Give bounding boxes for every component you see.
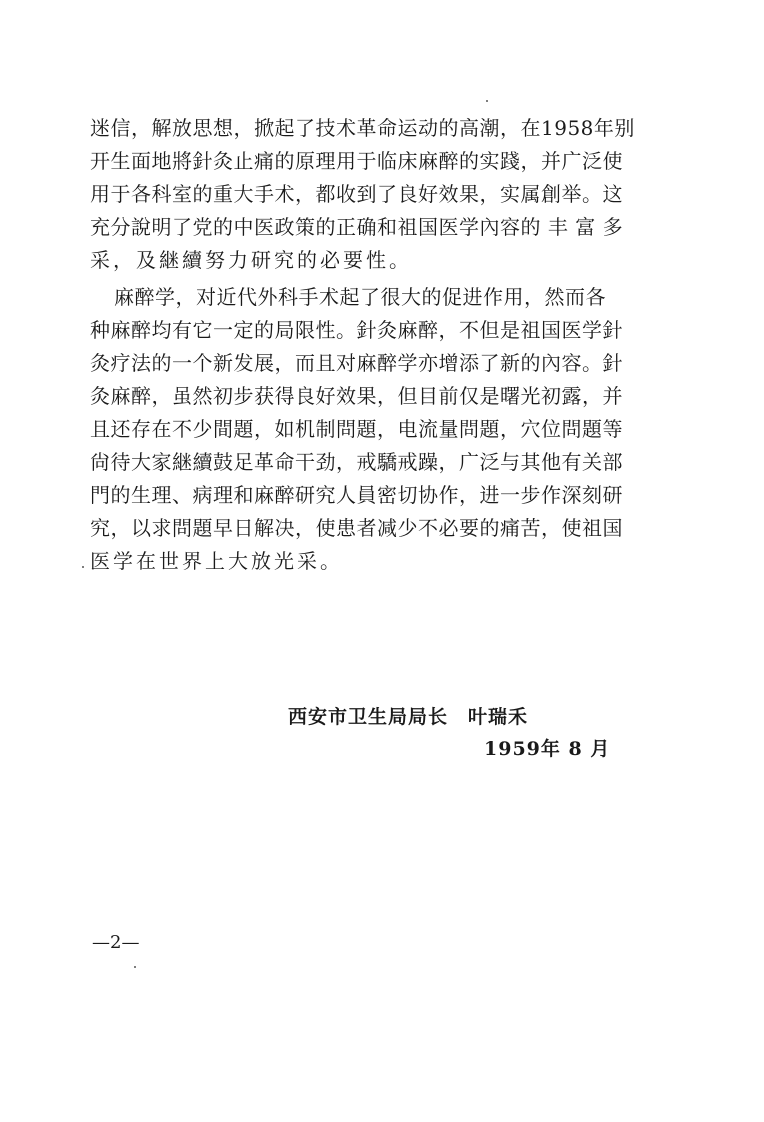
scan-speck xyxy=(134,966,136,968)
text-line: 灸疗法的一个新发展，而且对麻醉学亦增添了新的內容。針 xyxy=(90,351,623,375)
scan-speck xyxy=(82,566,84,568)
text-line: 开生面地將針灸止痛的原理用于临床麻醉的实踐，并广泛使 xyxy=(90,149,623,173)
signature-date: 1959年 8 月 xyxy=(484,738,611,760)
text-line: 門的生理、病理和麻醉研究人員密切协作，进一步作深刻研 xyxy=(90,483,623,507)
text-line: 用于各科室的重大手术，都收到了良好效果，实属創举。这 xyxy=(90,182,623,206)
text-line: 医学在世界上大放光采。 xyxy=(90,549,343,573)
text-line: 灸麻醉，虽然初步获得良好效果，但目前仅是曙光初露，并 xyxy=(90,384,623,408)
text-line: 充分說明了党的中医政策的正确和祖国医学內容的 丰 富 多 xyxy=(90,215,624,239)
text-line: 种麻醉均有它一定的局限性。針灸麻醉，不但是祖国医学針 xyxy=(90,318,623,342)
text-line: 麻醉学，对近代外科手术起了很大的促进作用，然而各 xyxy=(114,285,606,309)
text-line: 采，及継續努力研究的必要性。 xyxy=(90,248,412,272)
page-number: —2— xyxy=(92,932,140,953)
text-line: 尙待大家継續鼓足革命干劲，戒驕戒躁，广泛与其他有关部 xyxy=(90,450,623,474)
text-line: 究，以求問題早日解决，使患者减少不必要的痛苦，使祖国 xyxy=(90,516,623,540)
signature-author: 西安市卫生局局长 叶瑞禾 xyxy=(288,706,529,728)
text-line: 迷信，解放思想，掀起了技术革命运动的高潮，在1958年别 xyxy=(90,116,635,140)
scan-speck xyxy=(486,100,488,102)
text-line: 且还存在不少間題，如机制問題，电流量問題，穴位問題等 xyxy=(90,417,623,441)
